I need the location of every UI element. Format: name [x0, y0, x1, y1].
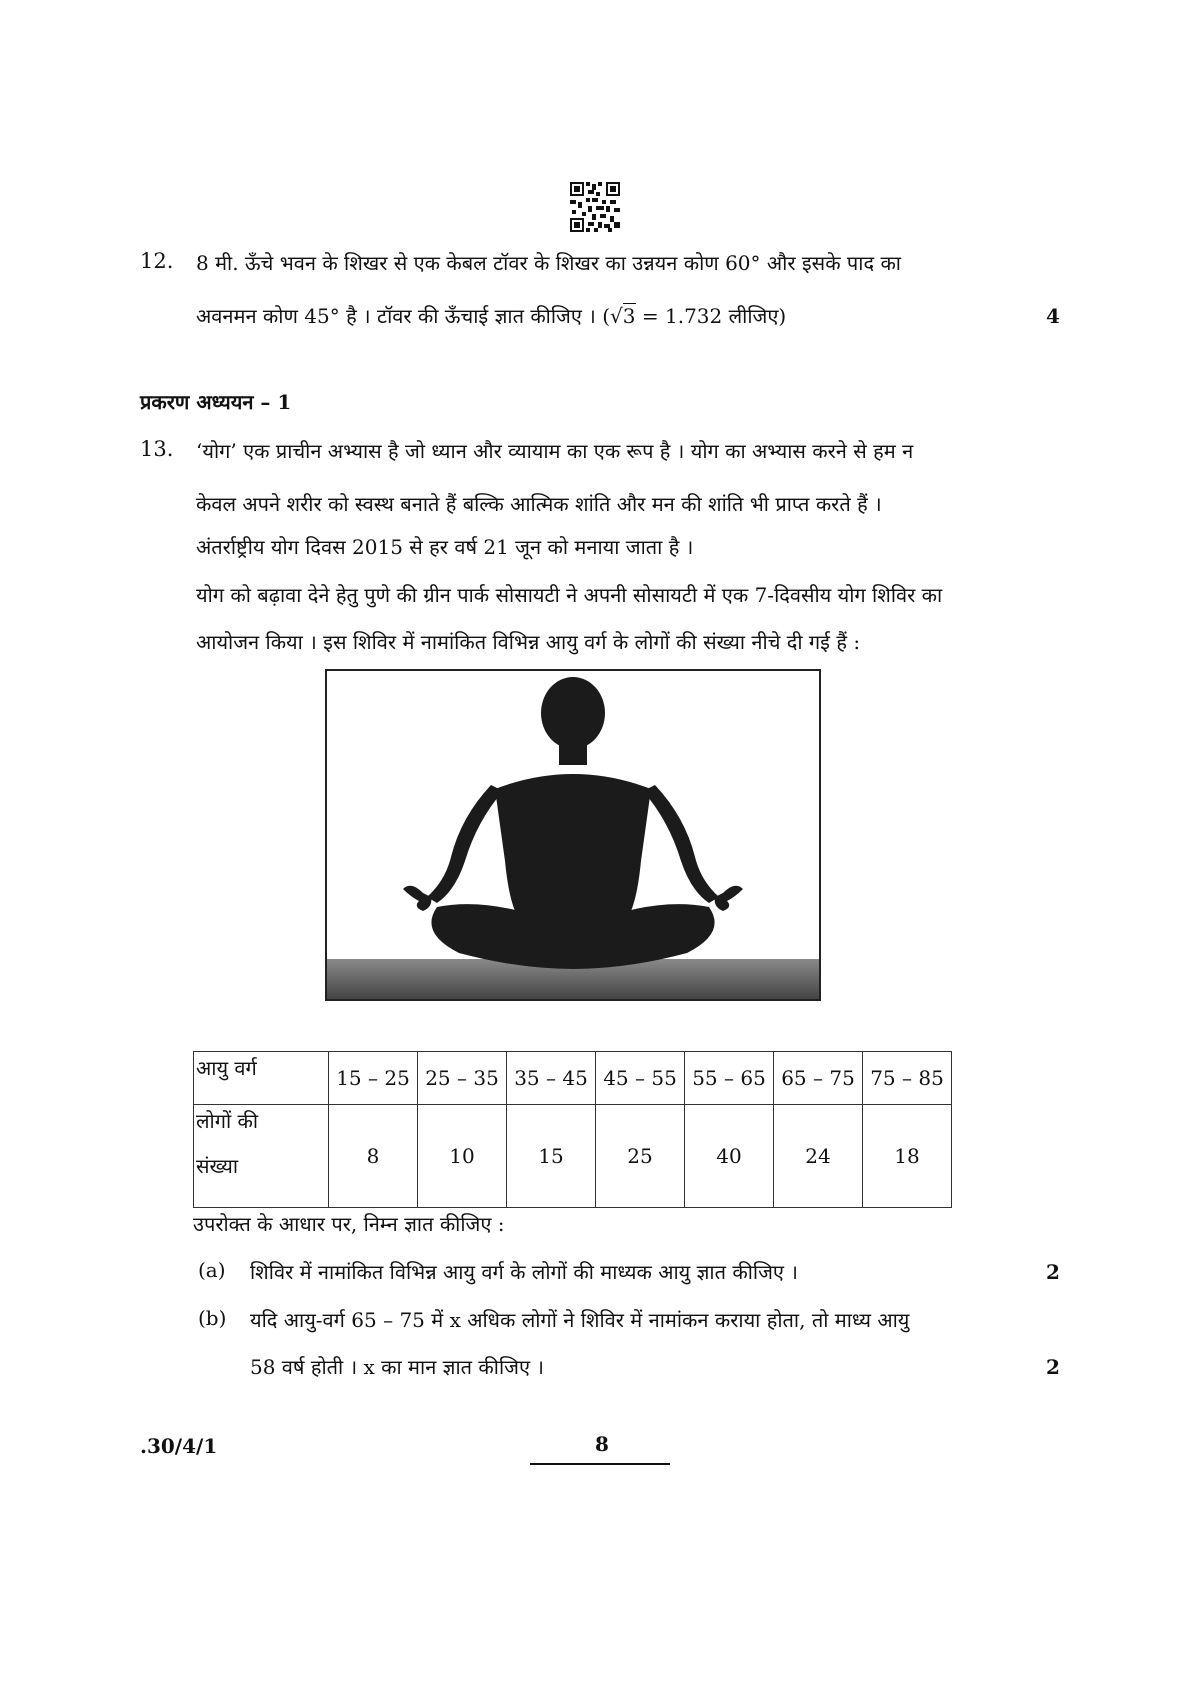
age-class-cell: 65 – 75	[774, 1052, 863, 1105]
count-cell: 18	[863, 1105, 952, 1208]
question-12-marks: 4	[1046, 304, 1060, 328]
question-12-line-2-suffix: = 1.732 लीजिए)	[635, 304, 787, 328]
question-13-para-line-5: आयोजन किया । इस शिविर में नामांकित विभिन्न आयु वर्ग के लोगों की संख्या नीचे दी गई हैं :	[196, 630, 861, 654]
sqrt-radicand: 3	[622, 304, 636, 328]
part-b-text-line-2: 58 वर्ष होती । x का मान ज्ञात कीजिए ।	[250, 1355, 544, 1379]
age-class-cell: 55 – 65	[685, 1052, 774, 1105]
part-b-text-line-1: यदि आयु-वर्ग 65 – 75 में x अधिक लोगों ने शिविर में नामांकन कराया होता, तो माध्य आयु	[250, 1308, 910, 1332]
age-class-cell: 45 – 55	[596, 1052, 685, 1105]
age-class-cell: 25 – 35	[418, 1052, 507, 1105]
count-header-line-1: लोगों की	[196, 1109, 259, 1133]
part-a-marks: 2	[1046, 1260, 1060, 1284]
question-number-13: 13.	[140, 437, 174, 461]
paper-code: .30/4/1	[140, 1434, 218, 1458]
case-study-heading: प्रकरण अध्ययन – 1	[140, 390, 292, 414]
sqrt-expression	[610, 303, 635, 328]
count-cell: 10	[418, 1105, 507, 1208]
table-row-age-group	[194, 1052, 952, 1105]
count-header	[194, 1105, 329, 1208]
sqrt-symbol: √	[610, 304, 623, 328]
age-class-cell: 15 – 25	[329, 1052, 418, 1105]
qr-code	[570, 182, 620, 232]
question-13-para-line-2: केवल अपने शरीर को स्वस्थ बनाते हैं बल्कि आत्मिक शांति और मन की शांति भी प्राप्त करते हैं ।	[196, 492, 882, 516]
page-number: 8	[595, 1432, 609, 1456]
age-class-cell: 35 – 45	[507, 1052, 596, 1105]
age-group-table	[193, 1051, 952, 1208]
question-13-para-line-1: ‘योग’ एक प्राचीन अभ्यास है जो ध्यान और व्यायाम का एक रूप है । योग का अभ्यास करने से हम न	[196, 439, 914, 463]
count-cell: 40	[685, 1105, 774, 1208]
question-13-para-line-4: योग को बढ़ावा देने हेतु पुणे की ग्रीन पार्क सोसायटी ने अपनी सोसायटी में एक 7-दिवसीय योग शिविर का	[196, 583, 943, 607]
instruction-text: उपरोक्त के आधार पर, निम्न ज्ञात कीजिए :	[193, 1212, 505, 1236]
table-row-count	[194, 1105, 952, 1208]
question-12-line-2	[196, 302, 786, 329]
part-a-text: शिविर में नामांकित विभिन्न आयु वर्ग के लोगों की माध्यक आयु ज्ञात कीजिए ।	[250, 1260, 798, 1284]
part-b-label: (b)	[198, 1306, 227, 1330]
question-12-line-2-prefix: अवनमन कोण 45° है । टॉवर की ऊँचाई ज्ञात कीजिए । (	[196, 304, 611, 328]
meditation-silhouette	[327, 671, 819, 999]
question-13-para-line-3: अंतर्राष्ट्रीय योग दिवस 2015 से हर वर्ष 21 जून को मनाया जाता है ।	[196, 535, 694, 559]
count-header-line-2: संख्या	[196, 1154, 238, 1178]
count-cell: 15	[507, 1105, 596, 1208]
page-number-underline	[530, 1463, 670, 1465]
question-12-line-1: 8 मी. ऊँचे भवन के शिखर से एक केबल टॉवर के शिखर का उन्नयन कोण 60° और इसके पाद का	[196, 251, 901, 275]
part-b-marks: 2	[1046, 1355, 1060, 1379]
count-cell: 25	[596, 1105, 685, 1208]
yoga-silhouette-image	[325, 669, 821, 1001]
part-a-label: (a)	[198, 1258, 226, 1282]
age-group-header: आयु वर्ग	[194, 1052, 329, 1105]
count-cell: 8	[329, 1105, 418, 1208]
count-cell: 24	[774, 1105, 863, 1208]
question-number-12: 12.	[140, 249, 174, 273]
age-class-cell: 75 – 85	[863, 1052, 952, 1105]
